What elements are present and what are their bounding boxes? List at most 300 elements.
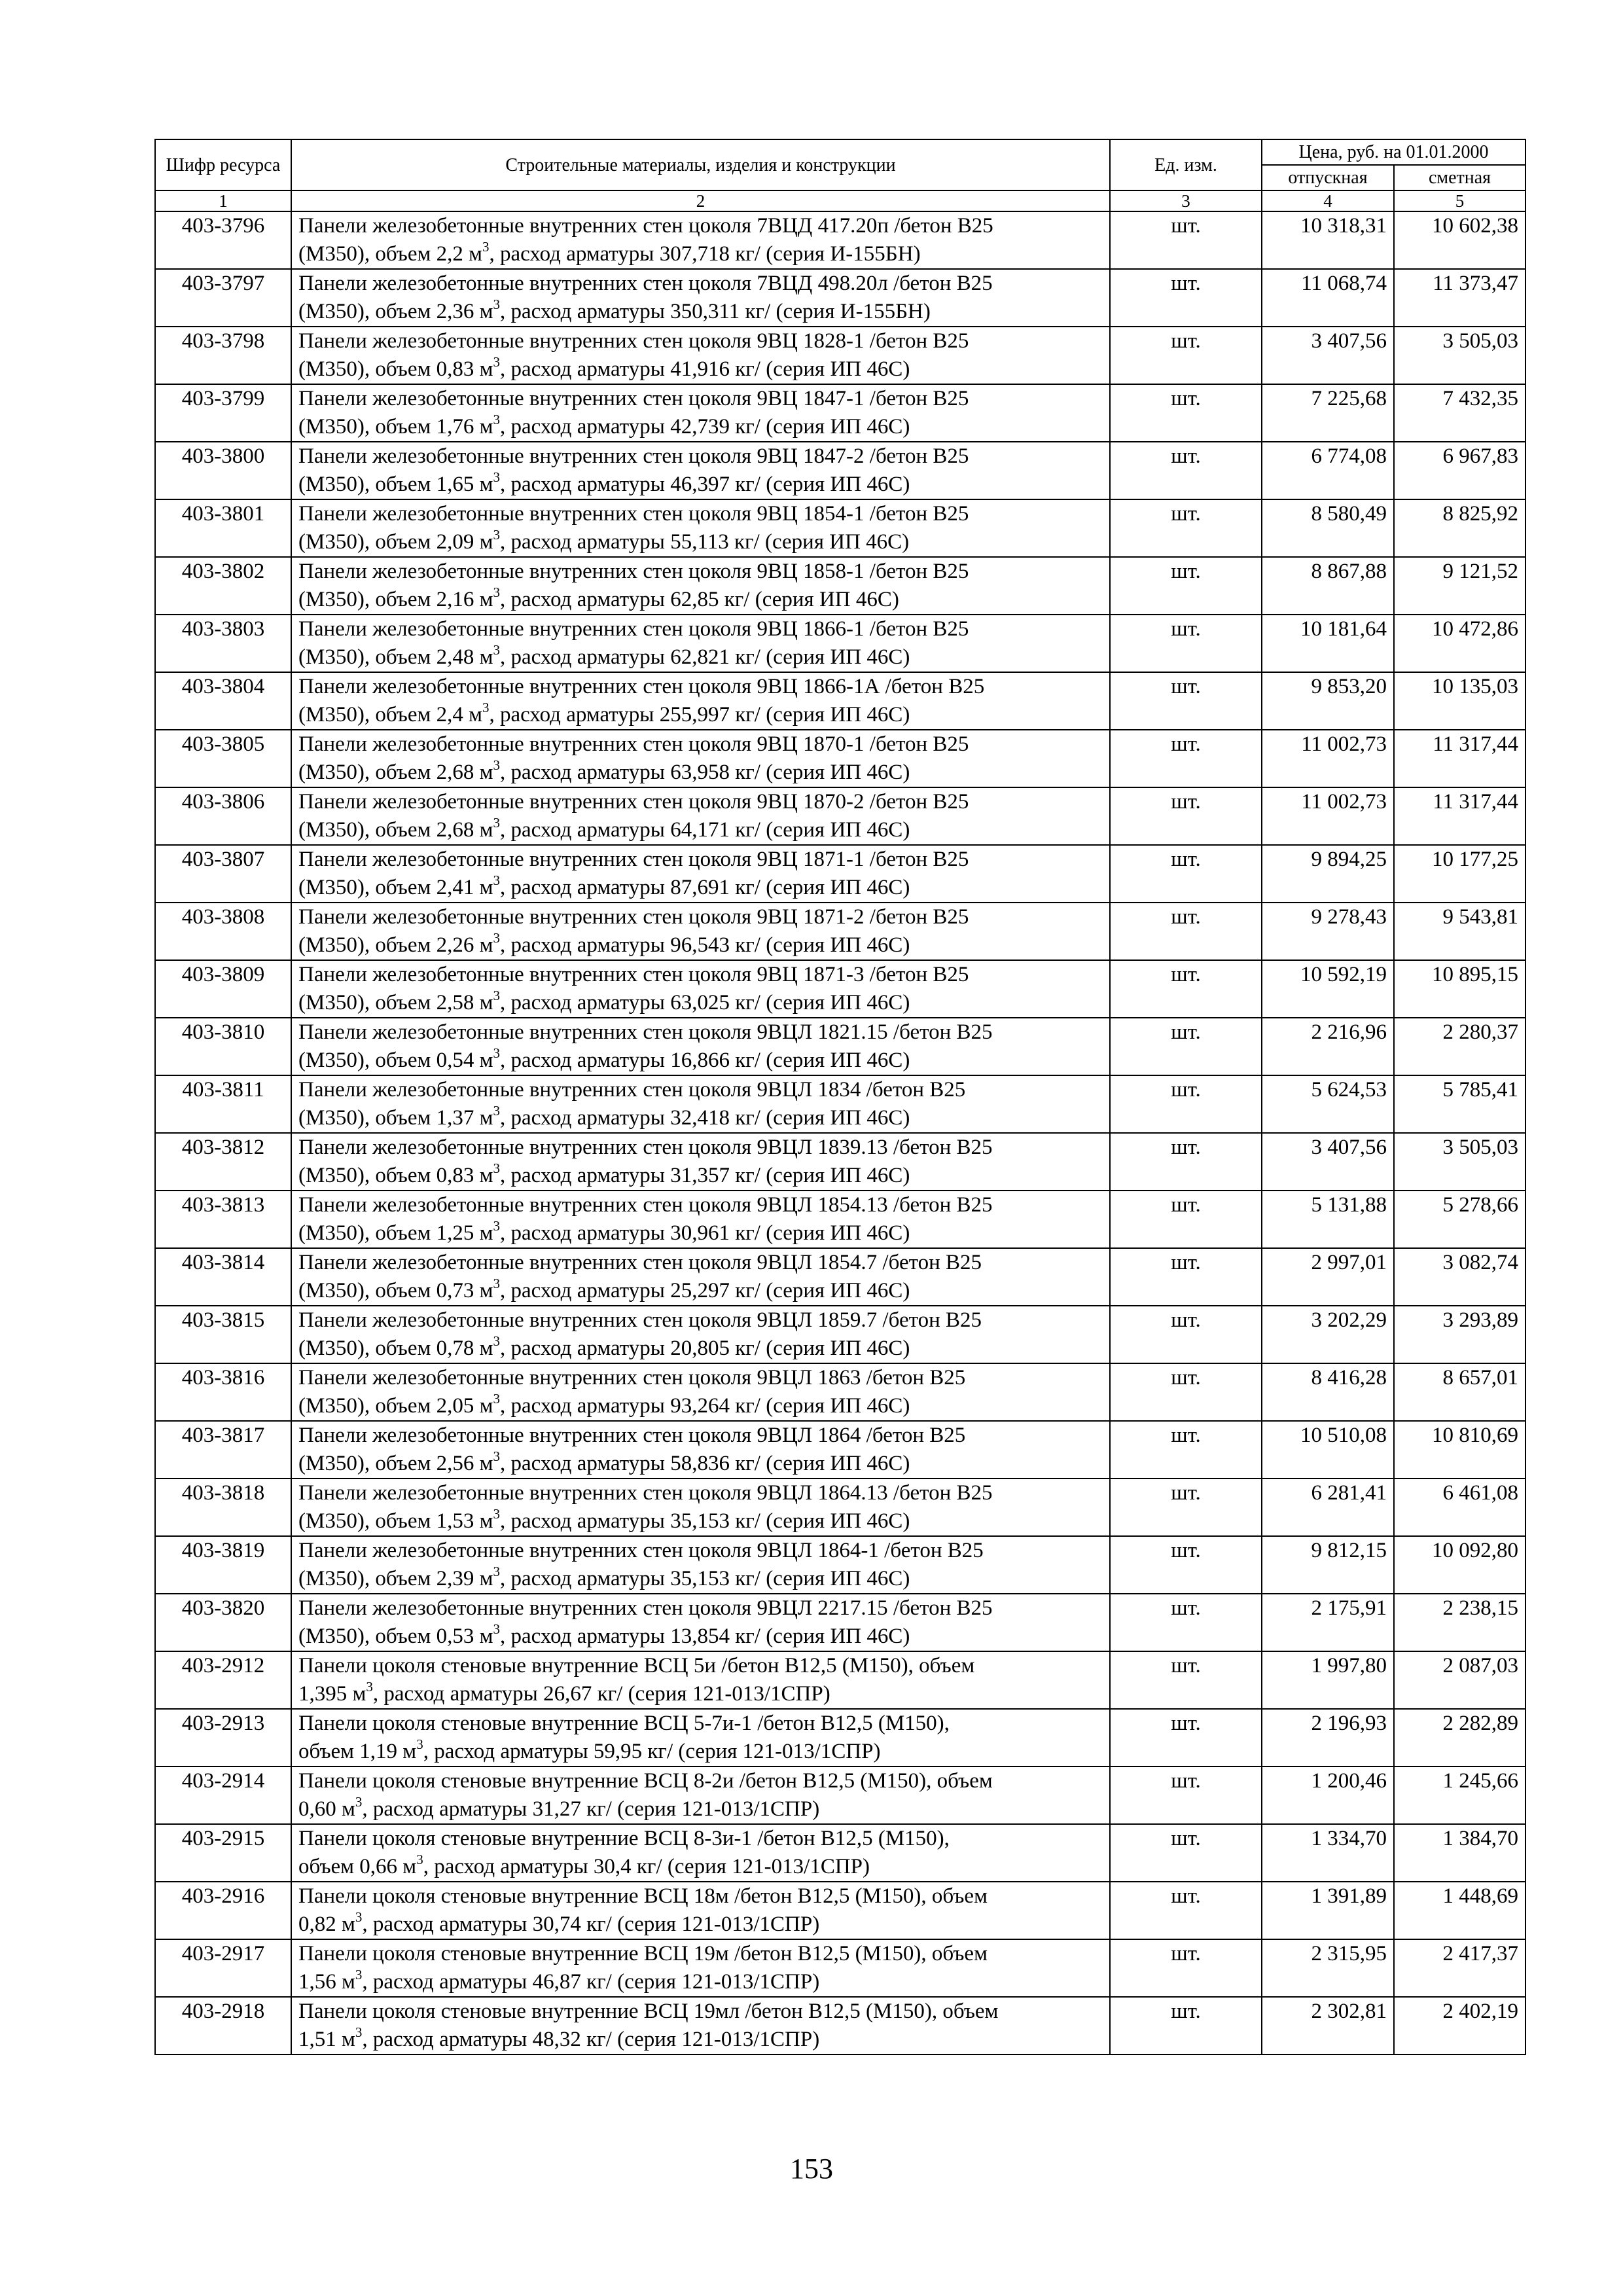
table-body — [155, 211, 1525, 2054]
table-row — [155, 1767, 1525, 1824]
description-line-2: (М350), объем 2,41 м — [298, 876, 493, 899]
wholesale-price: 1 200,46 — [1262, 1767, 1394, 1824]
resource-code: 403-3813 — [155, 1191, 291, 1248]
description-line-2: (М350), объем 1,76 м — [298, 415, 493, 439]
unit-cell: шт. — [1110, 730, 1262, 787]
table-row — [155, 672, 1525, 730]
estimate-price: 10 177,25 — [1394, 845, 1525, 903]
description-line-2: (М350), объем 2,26 м — [298, 933, 493, 957]
description-line-2: (М350), объем 0,73 м — [298, 1279, 493, 1302]
description-line-2: (М350), объем 0,54 м — [298, 1049, 493, 1072]
unit-cell: шт. — [1110, 1191, 1262, 1248]
unit-exponent: 3 — [493, 469, 501, 485]
unit-exponent: 3 — [355, 1967, 363, 1982]
material-description — [291, 1767, 1110, 1824]
material-description — [291, 269, 1110, 327]
description-line-1: Панели железобетонные внутренних стен цоколя 9ВЦЛ 1854.7 /бетон В25 — [298, 1251, 982, 1274]
resource-code: 403-3817 — [155, 1421, 291, 1479]
description-line-2: (М350), объем 2,09 м — [298, 530, 493, 554]
unit-exponent: 3 — [493, 296, 501, 312]
table-row — [155, 442, 1525, 499]
unit-cell: шт. — [1110, 1767, 1262, 1824]
wholesale-price: 11 002,73 — [1262, 787, 1394, 845]
description-line-2: (М350), объем 2,05 м — [298, 1394, 493, 1418]
description-line-1: Панели железобетонные внутренних стен цоколя 9ВЦЛ 1864.13 /бетон В25 — [298, 1481, 993, 1505]
page-number: 153 — [790, 2153, 833, 2185]
description-line-1: Панели железобетонные внутренних стен цоколя 9ВЦ 1854-1 /бетон В25 — [298, 502, 969, 526]
resource-code: 403-3819 — [155, 1536, 291, 1594]
material-description — [291, 1536, 1110, 1594]
material-description — [291, 1248, 1110, 1306]
description-line-2: (М350), объем 2,58 м — [298, 991, 493, 1014]
material-description — [291, 211, 1110, 269]
description-line-1: Панели железобетонные внутренних стен цоколя 9ВЦЛ 1854.13 /бетон В25 — [298, 1193, 993, 1217]
resource-code: 403-2913 — [155, 1709, 291, 1767]
description-line-2-rest: , расход арматуры 307,718 кг/ (серия И-155БН) — [489, 242, 921, 266]
description-line-1: Панели железобетонные внутренних стен цоколя 9ВЦ 1870-2 /бетон В25 — [298, 790, 969, 814]
unit-cell: шт. — [1110, 1421, 1262, 1479]
table-row — [155, 1939, 1525, 1997]
wholesale-price: 1 997,80 — [1262, 1651, 1394, 1709]
material-description — [291, 1306, 1110, 1363]
material-description — [291, 615, 1110, 672]
estimate-price: 2 402,19 — [1394, 1997, 1525, 2054]
wholesale-price: 10 592,19 — [1262, 960, 1394, 1018]
unit-exponent: 3 — [493, 1333, 501, 1349]
description-line-2-rest: , расход арматуры 46,87 кг/ (серия 121-013/1СПР) — [362, 1970, 820, 1994]
description-line-1: Панели железобетонные внутренних стен цоколя 9ВЦЛ 1859.7 /бетон В25 — [298, 1308, 982, 1332]
resource-code: 403-2917 — [155, 1939, 291, 1997]
estimate-price: 9 543,81 — [1394, 903, 1525, 960]
description-line-2: (М350), объем 2,36 м — [298, 300, 493, 323]
resource-code: 403-2918 — [155, 1997, 291, 2054]
material-description — [291, 442, 1110, 499]
wholesale-price: 3 407,56 — [1262, 327, 1394, 384]
estimate-price: 3 505,03 — [1394, 327, 1525, 384]
description-line-1: Панели цоколя стеновые внутренние ВСЦ 19мл /бетон В12,5 (М150), объем — [298, 2000, 999, 2023]
resource-code: 403-2912 — [155, 1651, 291, 1709]
header-name: Строительные материалы, изделия и конструкции — [291, 139, 1110, 190]
description-line-2: (М350), объем 0,53 м — [298, 1624, 493, 1648]
unit-cell: шт. — [1110, 1133, 1262, 1191]
wholesale-price: 6 281,41 — [1262, 1479, 1394, 1536]
description-line-2-rest: , расход арматуры 16,866 кг/ (серия ИП 46С) — [500, 1049, 910, 1072]
unit-cell: шт. — [1110, 1363, 1262, 1421]
description-line-1: Панели цоколя стеновые внутренние ВСЦ 18м /бетон В12,5 (М150), объем — [298, 1884, 988, 1908]
table-row — [155, 327, 1525, 384]
description-line-2-rest: , расход арматуры 42,739 кг/ (серия ИП 46С) — [500, 415, 910, 439]
table-row — [155, 1882, 1525, 1939]
description-line-2-rest: , расход арматуры 30,961 кг/ (серия ИП 46С) — [500, 1221, 910, 1245]
estimate-price: 5 278,66 — [1394, 1191, 1525, 1248]
wholesale-price: 2 302,81 — [1262, 1997, 1394, 2054]
description-line-1: Панели железобетонные внутренних стен цоколя 9ВЦ 1870-1 /бетон В25 — [298, 732, 969, 756]
table-row — [155, 1248, 1525, 1306]
description-line-2-rest: , расход арматуры 255,997 кг/ (серия ИП 46С) — [489, 703, 910, 726]
description-line-2-rest: , расход арматуры 63,958 кг/ (серия ИП 46С) — [500, 761, 910, 784]
estimate-price: 10 135,03 — [1394, 672, 1525, 730]
description-line-2-rest: , расход арматуры 62,85 кг/ (серия ИП 46С) — [500, 588, 899, 611]
unit-exponent: 3 — [493, 872, 501, 888]
table-row — [155, 845, 1525, 903]
unit-exponent: 3 — [482, 239, 490, 255]
resource-code: 403-3797 — [155, 269, 291, 327]
unit-cell: шт. — [1110, 615, 1262, 672]
wholesale-price: 10 510,08 — [1262, 1421, 1394, 1479]
wholesale-price: 9 894,25 — [1262, 845, 1394, 903]
wholesale-price: 2 216,96 — [1262, 1018, 1394, 1075]
wholesale-price: 1 391,89 — [1262, 1882, 1394, 1939]
material-description — [291, 1363, 1110, 1421]
description-line-2-rest: , расход арматуры 25,297 кг/ (серия ИП 46С) — [500, 1279, 910, 1302]
material-description — [291, 1191, 1110, 1248]
wholesale-price: 7 225,68 — [1262, 384, 1394, 442]
estimate-price: 2 280,37 — [1394, 1018, 1525, 1075]
wholesale-price: 2 997,01 — [1262, 1248, 1394, 1306]
table-row — [155, 1306, 1525, 1363]
description-line-2: (М350), объем 2,48 м — [298, 645, 493, 669]
unit-exponent: 3 — [366, 1679, 373, 1695]
description-line-2: (М350), объем 1,65 м — [298, 473, 493, 496]
material-description — [291, 845, 1110, 903]
description-line-2-rest: , расход арматуры 64,171 кг/ (серия ИП 46С) — [500, 818, 910, 842]
material-description — [291, 730, 1110, 787]
table-row — [155, 1997, 1525, 2054]
unit-cell: шт. — [1110, 672, 1262, 730]
material-description — [291, 1651, 1110, 1709]
resource-code: 403-3818 — [155, 1479, 291, 1536]
wholesale-price: 1 334,70 — [1262, 1824, 1394, 1882]
material-description — [291, 787, 1110, 845]
resource-code: 403-3803 — [155, 615, 291, 672]
estimate-price: 10 895,15 — [1394, 960, 1525, 1018]
unit-cell: шт. — [1110, 1939, 1262, 1997]
resource-code: 403-2914 — [155, 1767, 291, 1824]
unit-exponent: 3 — [493, 1448, 501, 1464]
table-row — [155, 557, 1525, 615]
resource-code: 403-3811 — [155, 1075, 291, 1133]
estimate-price: 8 825,92 — [1394, 499, 1525, 557]
description-line-1: Панели цоколя стеновые внутренние ВСЦ 5-7и-1 /бетон В12,5 (М150), — [298, 1712, 950, 1735]
unit-cell: шт. — [1110, 845, 1262, 903]
resource-code: 403-3804 — [155, 672, 291, 730]
unit-cell: шт. — [1110, 211, 1262, 269]
description-line-2: (М350), объем 2,68 м — [298, 761, 493, 784]
unit-cell: шт. — [1110, 903, 1262, 960]
table-row — [155, 269, 1525, 327]
unit-exponent: 3 — [493, 1103, 501, 1119]
resource-code: 403-3812 — [155, 1133, 291, 1191]
unit-cell: шт. — [1110, 1824, 1262, 1882]
unit-cell: шт. — [1110, 1306, 1262, 1363]
estimate-price: 11 373,47 — [1394, 269, 1525, 327]
wholesale-price: 5 624,53 — [1262, 1075, 1394, 1133]
estimate-price: 10 092,80 — [1394, 1536, 1525, 1594]
header-wholesale: отпускная — [1262, 165, 1394, 190]
estimate-price: 9 121,52 — [1394, 557, 1525, 615]
description-line-1: Панели железобетонные внутренних стен цоколя 9ВЦ 1871-3 /бетон В25 — [298, 963, 969, 986]
description-line-2-rest: , расход арматуры 35,153 кг/ (серия ИП 46С) — [500, 1509, 910, 1533]
unit-cell: шт. — [1110, 1536, 1262, 1594]
table-row — [155, 1075, 1525, 1133]
header-price: Цена, руб. на 01.01.2000 — [1262, 139, 1525, 165]
header-code: Шифр ресурса — [155, 139, 291, 190]
resource-code: 403-3815 — [155, 1306, 291, 1363]
description-line-2-rest: , расход арматуры 96,543 кг/ (серия ИП 46С) — [500, 933, 910, 957]
unit-cell: шт. — [1110, 1594, 1262, 1651]
estimate-price: 2 087,03 — [1394, 1651, 1525, 1709]
material-description — [291, 1939, 1110, 1997]
table-row — [155, 1651, 1525, 1709]
resource-code: 403-2916 — [155, 1882, 291, 1939]
table-row — [155, 1479, 1525, 1536]
unit-cell: шт. — [1110, 384, 1262, 442]
description-line-1: Панели цоколя стеновые внутренние ВСЦ 19м /бетон В12,5 (М150), объем — [298, 1942, 988, 1965]
material-description — [291, 327, 1110, 384]
description-line-1: Панели железобетонные внутренних стен цоколя 9ВЦ 1871-1 /бетон В25 — [298, 848, 969, 871]
wholesale-price: 10 318,31 — [1262, 211, 1394, 269]
unit-exponent: 3 — [493, 1506, 501, 1522]
description-line-2: (М350), объем 1,53 м — [298, 1509, 493, 1533]
wholesale-price: 8 580,49 — [1262, 499, 1394, 557]
unit-cell: шт. — [1110, 1018, 1262, 1075]
table-row — [155, 384, 1525, 442]
unit-cell: шт. — [1110, 787, 1262, 845]
resource-code: 403-3814 — [155, 1248, 291, 1306]
estimate-price: 11 317,44 — [1394, 730, 1525, 787]
table-row — [155, 1709, 1525, 1767]
price-table — [154, 139, 1526, 2055]
estimate-price: 10 472,86 — [1394, 615, 1525, 672]
unit-exponent: 3 — [493, 988, 501, 1003]
wholesale-price: 5 131,88 — [1262, 1191, 1394, 1248]
description-line-2-rest: , расход арматуры 13,854 кг/ (серия ИП 46С) — [500, 1624, 910, 1648]
unit-exponent: 3 — [355, 1909, 363, 1925]
estimate-price: 5 785,41 — [1394, 1075, 1525, 1133]
material-description — [291, 903, 1110, 960]
material-description — [291, 1479, 1110, 1536]
material-description — [291, 672, 1110, 730]
description-line-1: Панели железобетонные внутренних стен цоколя 9ВЦЛ 1864-1 /бетон В25 — [298, 1539, 984, 1562]
wholesale-price: 9 278,43 — [1262, 903, 1394, 960]
unit-cell: шт. — [1110, 557, 1262, 615]
description-line-1: Панели железобетонные внутренних стен цоколя 7ВЦД 417.20п /бетон В25 — [298, 214, 993, 238]
material-description — [291, 1709, 1110, 1767]
table-row — [155, 1824, 1525, 1882]
resource-code: 403-3798 — [155, 327, 291, 384]
description-line-2-rest: , расход арматуры 58,836 кг/ (серия ИП 46С) — [500, 1452, 910, 1475]
description-line-2: (М350), объем 1,37 м — [298, 1106, 493, 1130]
unit-cell: шт. — [1110, 269, 1262, 327]
unit-cell: шт. — [1110, 1997, 1262, 2054]
resource-code: 403-3806 — [155, 787, 291, 845]
resource-code: 403-3805 — [155, 730, 291, 787]
description-line-2-rest: , расход арматуры 93,264 кг/ (серия ИП 46С) — [500, 1394, 910, 1418]
estimate-price: 1 384,70 — [1394, 1824, 1525, 1882]
material-description — [291, 499, 1110, 557]
col-number: 1 — [155, 190, 291, 211]
description-line-2: 1,51 м — [298, 2028, 355, 2051]
unit-cell: шт. — [1110, 1651, 1262, 1709]
description-line-2-rest: , расход арматуры 62,821 кг/ (серия ИП 46С) — [500, 645, 910, 669]
table-row — [155, 499, 1525, 557]
unit-exponent: 3 — [493, 1045, 501, 1061]
unit-cell: шт. — [1110, 1248, 1262, 1306]
unit-exponent: 3 — [493, 642, 501, 658]
material-description — [291, 1133, 1110, 1191]
material-description — [291, 1997, 1110, 2054]
description-line-1: Панели железобетонные внутренних стен цоколя 9ВЦ 1866-1А /бетон В25 — [298, 675, 985, 698]
description-line-1: Панели железобетонные внутренних стен цоколя 9ВЦ 1847-1 /бетон В25 — [298, 387, 969, 410]
table-row — [155, 1594, 1525, 1651]
estimate-price: 3 293,89 — [1394, 1306, 1525, 1363]
wholesale-price: 3 407,56 — [1262, 1133, 1394, 1191]
description-line-2: (М350), объем 2,39 м — [298, 1567, 493, 1590]
unit-exponent: 3 — [493, 1276, 501, 1291]
estimate-price: 2 238,15 — [1394, 1594, 1525, 1651]
estimate-price: 6 461,08 — [1394, 1479, 1525, 1536]
col-number: 4 — [1262, 190, 1394, 211]
description-line-2: 0,82 м — [298, 1912, 355, 1936]
estimate-price: 11 317,44 — [1394, 787, 1525, 845]
material-description — [291, 1421, 1110, 1479]
description-line-2: (М350), объем 2,16 м — [298, 588, 493, 611]
estimate-price: 10 810,69 — [1394, 1421, 1525, 1479]
description-line-2-rest: , расход арматуры 55,113 кг/ (серия ИП 46С) — [500, 530, 910, 554]
description-line-2-rest: , расход арматуры 30,74 кг/ (серия 121-013/1СПР) — [362, 1912, 820, 1936]
resource-code: 403-3807 — [155, 845, 291, 903]
resource-code: 403-3808 — [155, 903, 291, 960]
estimate-price: 2 282,89 — [1394, 1709, 1525, 1767]
unit-cell: шт. — [1110, 960, 1262, 1018]
wholesale-price: 3 202,29 — [1262, 1306, 1394, 1363]
description-line-1: Панели железобетонные внутренних стен цоколя 9ВЦЛ 1821.15 /бетон В25 — [298, 1020, 993, 1044]
unit-exponent: 3 — [416, 1852, 423, 1867]
table-row — [155, 903, 1525, 960]
unit-cell: шт. — [1110, 327, 1262, 384]
description-line-2-rest: , расход арматуры 87,691 кг/ (серия ИП 46С) — [500, 876, 910, 899]
unit-exponent: 3 — [493, 1621, 501, 1637]
unit-exponent: 3 — [493, 584, 501, 600]
unit-cell: шт. — [1110, 499, 1262, 557]
table-row — [155, 211, 1525, 269]
unit-cell: шт. — [1110, 442, 1262, 499]
resource-code: 403-3816 — [155, 1363, 291, 1421]
unit-cell: шт. — [1110, 1709, 1262, 1767]
description-line-1: Панели цоколя стеновые внутренние ВСЦ 8-3и-1 /бетон В12,5 (М150), — [298, 1827, 950, 1850]
estimate-price: 10 602,38 — [1394, 211, 1525, 269]
table-row — [155, 1133, 1525, 1191]
description-line-2: (М350), объем 2,68 м — [298, 818, 493, 842]
estimate-price: 8 657,01 — [1394, 1363, 1525, 1421]
description-line-1: Панели железобетонные внутренних стен цоколя 9ВЦЛ 1834 /бетон В25 — [298, 1078, 966, 1102]
unit-exponent: 3 — [493, 354, 501, 370]
estimate-price: 6 967,83 — [1394, 442, 1525, 499]
description-line-1: Панели цоколя стеновые внутренние ВСЦ 8-2и /бетон В12,5 (М150), объем — [298, 1769, 993, 1793]
unit-cell: шт. — [1110, 1075, 1262, 1133]
description-line-1: Панели цоколя стеновые внутренние ВСЦ 5и /бетон В12,5 (М150), объем — [298, 1654, 975, 1677]
description-line-2-rest: , расход арматуры 30,4 кг/ (серия 121-013/1СПР) — [423, 1855, 870, 1878]
description-line-2-rest: , расход арматуры 32,418 кг/ (серия ИП 46С) — [500, 1106, 910, 1130]
description-line-1: Панели железобетонные внутренних стен цоколя 9ВЦ 1858-1 /бетон В25 — [298, 560, 969, 583]
header-estimate: сметная — [1394, 165, 1525, 190]
estimate-price: 7 432,35 — [1394, 384, 1525, 442]
description-line-2-rest: , расход арматуры 63,025 кг/ (серия ИП 46С) — [500, 991, 910, 1014]
unit-exponent: 3 — [493, 527, 501, 543]
unit-exponent: 3 — [493, 1564, 501, 1579]
description-line-2: (М350), объем 2,4 м — [298, 703, 483, 726]
table-row — [155, 615, 1525, 672]
material-description — [291, 1018, 1110, 1075]
material-description — [291, 1824, 1110, 1882]
estimate-price: 2 417,37 — [1394, 1939, 1525, 1997]
table-row — [155, 1363, 1525, 1421]
wholesale-price: 9 812,15 — [1262, 1536, 1394, 1594]
description-line-1: Панели железобетонные внутренних стен цоколя 9ВЦЛ 1863 /бетон В25 — [298, 1366, 966, 1390]
unit-exponent: 3 — [493, 815, 501, 831]
description-line-2: объем 1,19 м — [298, 1740, 417, 1763]
description-line-1: Панели железобетонные внутренних стен цоколя 9ВЦ 1871-2 /бетон В25 — [298, 905, 969, 929]
description-line-1: Панели железобетонные внутренних стен цоколя 9ВЦ 1866-1 /бетон В25 — [298, 617, 969, 641]
description-line-1: Панели железобетонные внутренних стен цоколя 9ВЦЛ 1839.13 /бетон В25 — [298, 1136, 993, 1159]
resource-code: 403-3809 — [155, 960, 291, 1018]
resource-code: 403-3820 — [155, 1594, 291, 1651]
description-line-1: Панели железобетонные внутренних стен цоколя 9ВЦ 1847-2 /бетон В25 — [298, 444, 969, 468]
description-line-1: Панели железобетонные внутренних стен цоколя 9ВЦЛ 2217.15 /бетон В25 — [298, 1596, 993, 1620]
description-line-2: (М350), объем 1,25 м — [298, 1221, 493, 1245]
table-row — [155, 1191, 1525, 1248]
resource-code: 403-3800 — [155, 442, 291, 499]
table-row — [155, 787, 1525, 845]
unit-exponent: 3 — [355, 1794, 363, 1810]
description-line-2: (М350), объем 0,78 м — [298, 1336, 493, 1360]
table-row — [155, 1536, 1525, 1594]
resource-code: 403-3799 — [155, 384, 291, 442]
description-line-2-rest: , расход арматуры 31,27 кг/ (серия 121-013/1СПР) — [362, 1797, 820, 1821]
unit-cell: шт. — [1110, 1882, 1262, 1939]
table-row — [155, 960, 1525, 1018]
material-description — [291, 1594, 1110, 1651]
description-line-2: (М350), объем 2,56 м — [298, 1452, 493, 1475]
wholesale-price: 11 002,73 — [1262, 730, 1394, 787]
description-line-1: Панели железобетонные внутренних стен цоколя 9ВЦЛ 1864 /бетон В25 — [298, 1424, 966, 1447]
description-line-1: Панели железобетонные внутренних стен цоколя 9ВЦ 1828-1 /бетон В25 — [298, 329, 969, 353]
wholesale-price: 10 181,64 — [1262, 615, 1394, 672]
unit-exponent: 3 — [416, 1736, 423, 1752]
description-line-1: Панели железобетонные внутренних стен цоколя 7ВЦД 498.20л /бетон В25 — [298, 272, 993, 295]
resource-code: 403-3801 — [155, 499, 291, 557]
table-row — [155, 1421, 1525, 1479]
description-line-2-rest: , расход арматуры 46,397 кг/ (серия ИП 46С) — [500, 473, 910, 496]
wholesale-price: 2 175,91 — [1262, 1594, 1394, 1651]
col-number: 3 — [1110, 190, 1262, 211]
description-line-2: 0,60 м — [298, 1797, 355, 1821]
wholesale-price: 6 774,08 — [1262, 442, 1394, 499]
unit-cell: шт. — [1110, 1479, 1262, 1536]
material-description — [291, 384, 1110, 442]
unit-exponent: 3 — [493, 930, 501, 946]
col-number: 5 — [1394, 190, 1525, 211]
estimate-price: 1 448,69 — [1394, 1882, 1525, 1939]
resource-code: 403-3796 — [155, 211, 291, 269]
resource-code: 403-3810 — [155, 1018, 291, 1075]
description-line-2: (М350), объем 0,83 м — [298, 357, 493, 381]
description-line-2-rest: , расход арматуры 26,67 кг/ (серия 121-013/1СПР) — [372, 1682, 830, 1706]
wholesale-price: 8 867,88 — [1262, 557, 1394, 615]
unit-exponent: 3 — [493, 412, 501, 427]
unit-exponent: 3 — [493, 1160, 501, 1176]
description-line-2: (М350), объем 2,2 м — [298, 242, 483, 266]
